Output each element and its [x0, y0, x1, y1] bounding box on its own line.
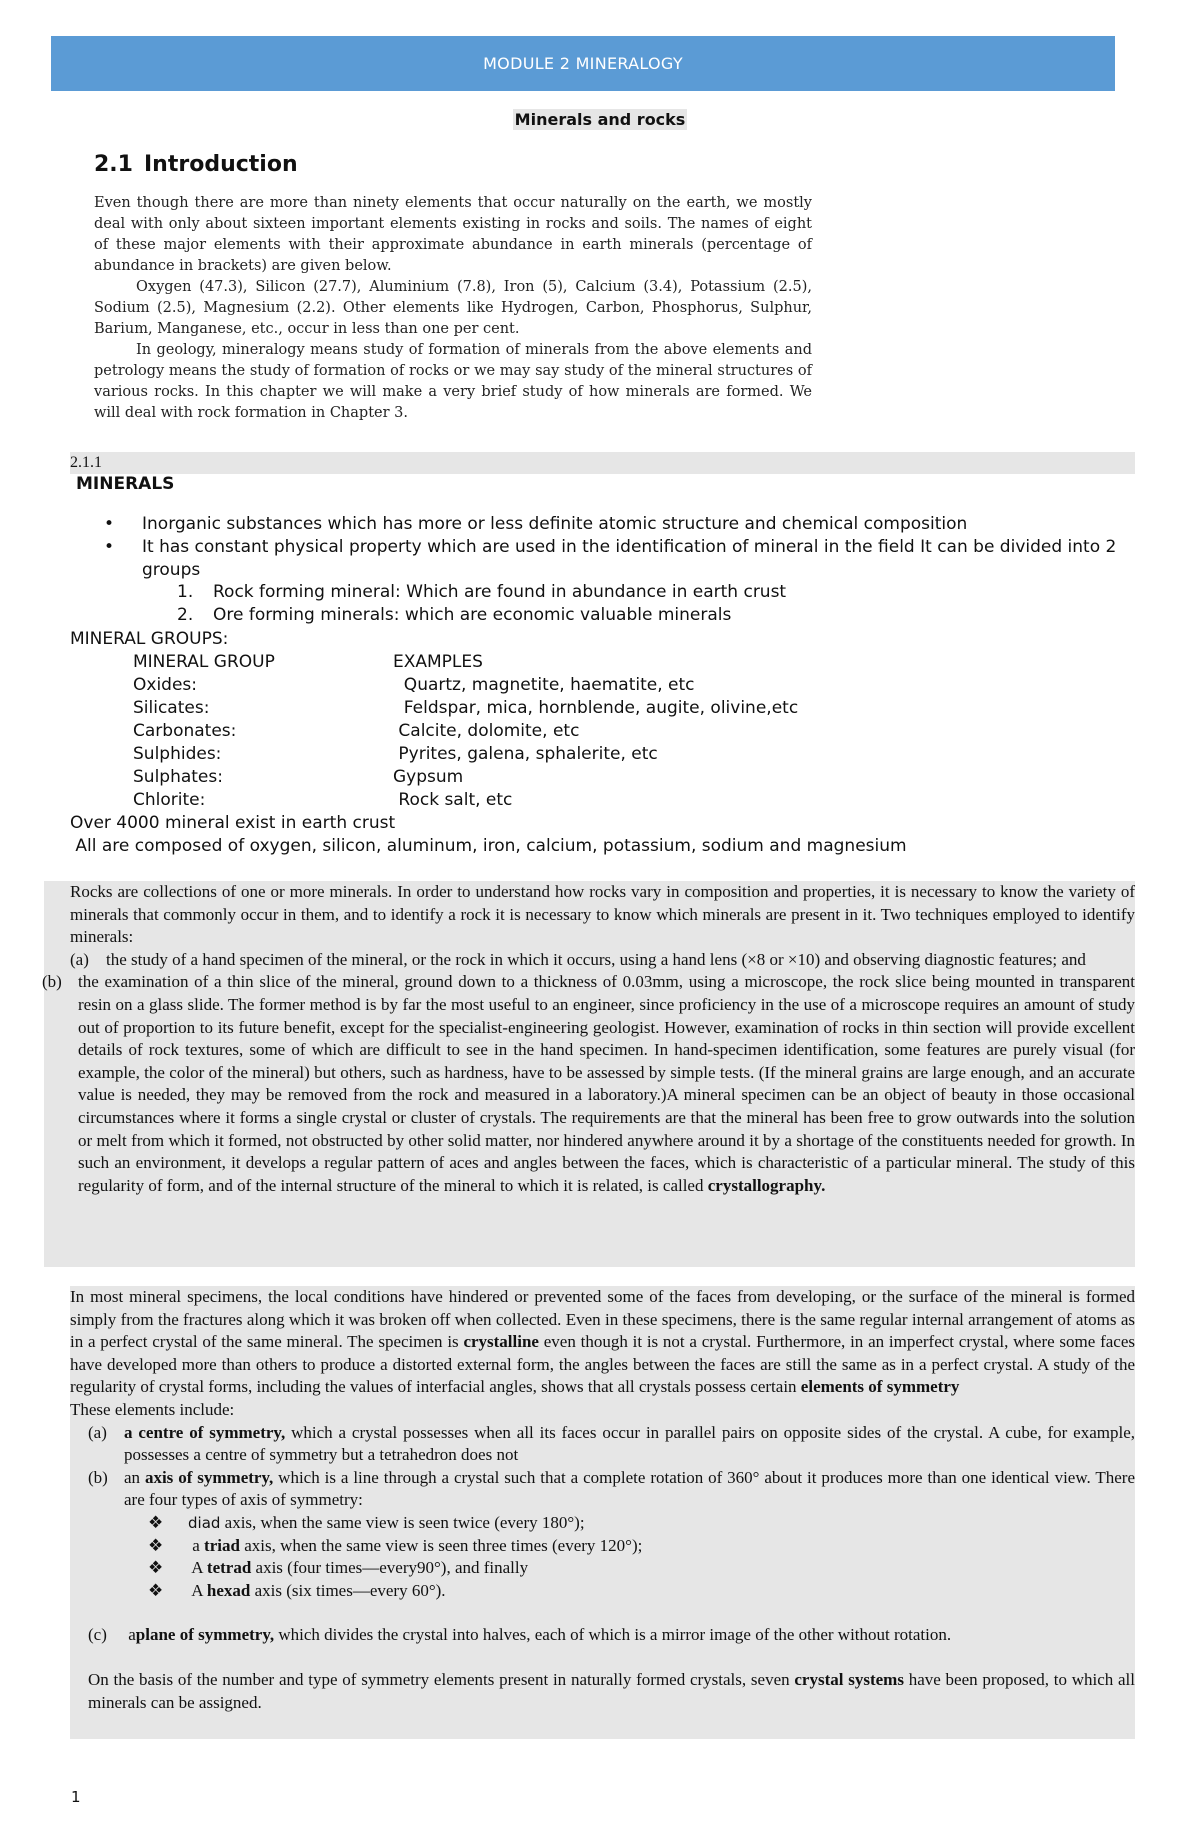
- diamond-bullet-icon: ❖: [148, 1558, 164, 1578]
- rocks-section: [42, 881, 1135, 1197]
- table-row: Oxides: Quartz, magnetite, haematite, etc: [133, 675, 695, 695]
- module-header-bar: [51, 36, 1115, 91]
- mineral-groups-label: MINERAL GROUPS:: [70, 629, 229, 649]
- intro-paragraph-1: Even though there are more than ninety elements that occur naturally on the earth, we mostly deal with only about sixteen important elements existing in rocks and soils. The names of eight of these major elements with their approximate abundance in earth minerals (percentage of abundance in brackets) are given below.: [94, 195, 812, 274]
- module-title: MODULE 2 MINERALOGY: [483, 54, 683, 73]
- section-number: 2.1.1: [70, 452, 1135, 474]
- intro-number: 2.1: [94, 152, 133, 177]
- axis-item: ❖ A tetrad axis (four times—every90°), and finally: [148, 1557, 1135, 1580]
- summary-line-2: All are composed of oxygen, silicon, aluminum, iron, calcium, potassium, sodium and magnesium: [70, 836, 907, 856]
- elements-intro: These elements include:: [70, 1399, 235, 1419]
- numbered-item: 2. Ore forming minerals: which are economic valuable minerals: [177, 605, 732, 625]
- diamond-bullet-icon: ❖: [148, 1580, 164, 1600]
- table-row: Silicates: Feldspar, mica, hornblende, augite, olivine,etc: [133, 698, 799, 718]
- axis-item: ❖ A hexad axis (six times—every 60°).: [148, 1580, 1135, 1603]
- bullet-item: • Inorganic substances which has more or less definite atomic structure and chemical composition: [104, 514, 968, 534]
- minerals-summary: [70, 812, 907, 858]
- table-header-row: MINERAL GROUP EXAMPLES: [133, 652, 483, 672]
- diamond-bullet-icon: ❖: [148, 1512, 164, 1532]
- intro-title: Introduction: [144, 152, 298, 177]
- rocks-paragraph: Rocks are collections of one or more minerals. In order to understand how rocks vary in composition and properties, it is necessary to know the variety of minerals that commonly occur in them, and to identify a rock it is necessary to know which minerals are present in it. Two techniques employed to identify minerals:: [70, 882, 1135, 947]
- summary-line-1: Over 4000 mineral exist in earth crust: [70, 813, 396, 833]
- intro-heading: [94, 152, 298, 177]
- crystal-systems-paragraph: On the basis of the number and type of symmetry elements present in naturally formed crystals, seven crystal systems have been proposed, to which all minerals can be assigned.: [88, 1669, 1135, 1712]
- axis-types-list: [70, 1512, 1135, 1602]
- diamond-bullet-icon: ❖: [148, 1535, 164, 1555]
- element-c: (c) aplane of symmetry, which divides the crystal into halves, each of which is a mirror image of the other without rotation.: [88, 1625, 952, 1645]
- intro-text: [94, 193, 812, 424]
- technique-a: (a) the study of a hand specimen of the mineral, or the rock in which it occurs, using a hand lens (×8 or ×10) and observing diagnostic features; and: [70, 949, 1086, 969]
- mineral-groups-table: [133, 651, 798, 812]
- axis-item: ❖ diad axis, when the same view is seen twice (every 180°);: [148, 1512, 1135, 1535]
- element-a: (a) a centre of symmetry, which a crystal possesses when all its faces occur in parallel pairs on opposite sides of the crystal. A cube, for example, possesses a centre of symmetry but a tetrahedron does not: [88, 1422, 1135, 1465]
- table-row: Sulphides: Pyrites, galena, sphalerite, etc: [133, 744, 658, 764]
- page-number: 1: [71, 1788, 81, 1806]
- element-b: (b) an axis of symmetry, which is a line through a crystal such that a complete rotation of 360° about it produces more than one identical view. There are four types of axis of symmetry:: [88, 1467, 1135, 1510]
- crystallography-term: crystallography.: [707, 1175, 826, 1195]
- table-row: Chlorite: Rock salt, etc: [133, 790, 513, 810]
- minerals-bullet-list: [104, 513, 1134, 582]
- mineral-paragraph: In most mineral specimens, the local conditions have hindered or prevented some of the faces from developing, or the surface of the mineral is formed simply from the fractures along which it was broken off when collected. Even in these specimens, there is the same regular internal arrangement of atoms as in a perfect crystal of the same mineral. The specimen is crystalline even though it is not a crystal. Furthermore, in an imperfect crystal, where some faces have developed more than others to produce a distorted external form, the angles between the faces are still the same as in a perfect crystal. A study of the regularity of crystal forms, including the values of interfacial angles, shows that all crystals possess certain elements of symmetry: [70, 1287, 1135, 1397]
- mineral-types-list: [177, 581, 786, 627]
- bullet-item: • It has constant physical property which are used in the identification of mineral in the field It can be divided into 2 groups: [104, 537, 1117, 580]
- intro-paragraph-3: In geology, mineralogy means study of formation of minerals from the above elements and petrology means the study of formation of rocks or we may say study of the mineral structures of various rocks. In this chapter we will make a very brief study of how minerals are formed. We will deal with rock formation in Chapter 3.: [94, 342, 812, 421]
- document-subtitle: Minerals and rocks: [514, 110, 686, 129]
- axis-item: ❖ a triad axis, when the same view is seen three times (every 120°);: [148, 1535, 1135, 1558]
- numbered-item: 1. Rock forming mineral: Which are found in abundance in earth crust: [177, 582, 787, 602]
- table-row: Carbonates: Calcite, dolomite, etc: [133, 721, 580, 741]
- minerals-heading: MINERALS: [76, 474, 175, 494]
- table-row: Sulphates: Gypsum: [133, 767, 464, 787]
- symmetry-section: [70, 1286, 1135, 1714]
- technique-b: (b) the examination of a thin slice of the mineral, ground down to a thickness of 0.03mm, using a microscope, the rock slice being mounted in transparent resin on a glass slide. The former method is by far the most useful to an engineer, since proficiency in the use of a microscope requires an amount of study out of proportion to its future benefit, except for the specialist-engineering geologist. However, examination of rocks in thin section will provide excellent details of rock textures, some of which are difficult to see in the hand specimen. In hand-specimen identification, some features are purely visual (for example, the color of the mineral) but others, such as hardness, have to be assessed by simple tests. (If the mineral grains are large enough, and an accurate value is needed, they may be removed from the rock and measured in a laboratory.)A mineral specimen can be an object of beauty in those occasional circumstances where it forms a single crystal or cluster of crystals. The requirements are that the mineral has been free to grow outwards into the solution or melt from which it formed, not obstructed by other solid matter, nor hindered anywhere around it by a shortage of the constituents needed for growth. In such an environment, it develops a regular pattern of aces and angles between the faces, which is characteristic of a particular mineral. The study of this regularity of form, and of the internal structure of the mineral to which it is related, is called crystallography.: [42, 972, 1135, 1195]
- intro-paragraph-2: Oxygen (47.3), Silicon (27.7), Aluminium (7.8), Iron (5), Calcium (3.4), Potassium (2.5), Sodium (2.5), Magnesium (2.2). Other elements like Hydrogen, Carbon, Phosphorus, Sulphur, Barium, Manganese, etc., occur in less than one per cent.: [94, 279, 812, 337]
